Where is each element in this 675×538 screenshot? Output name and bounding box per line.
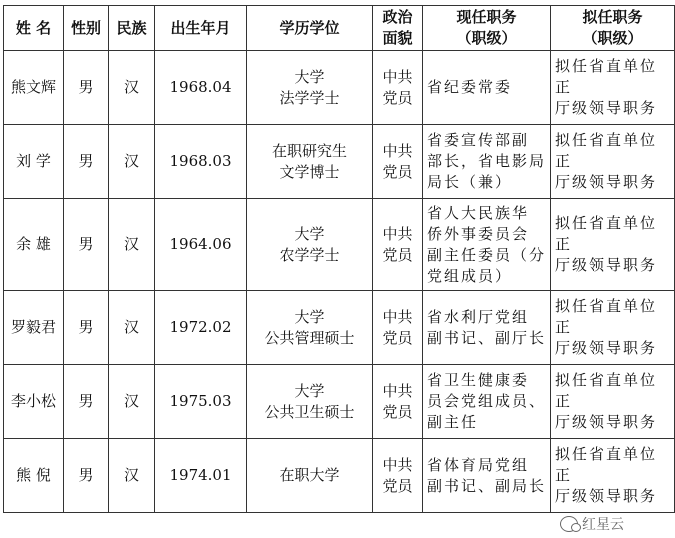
cell-gender: 男 <box>64 291 109 365</box>
cell-political-line: 党员 <box>382 328 413 347</box>
cell-gender: 男 <box>64 199 109 291</box>
cell-ethnicity: 汉 <box>109 125 155 199</box>
cell-edu-line: 农学学士 <box>279 245 340 264</box>
cell-current <box>423 51 551 125</box>
cell-edu-line: 大学 <box>294 381 325 400</box>
header-name: 姓 名 <box>4 6 64 51</box>
watermark-text: 红星云 <box>582 517 624 533</box>
cell-political-line: 中共 <box>382 141 413 160</box>
cell-current-line: 省水利厅党组 <box>427 307 530 326</box>
header-ethnicity: 民族 <box>109 6 155 51</box>
header-row <box>4 6 675 51</box>
cell-name: 刘 学 <box>4 125 64 199</box>
table-row <box>4 51 675 125</box>
header-proposed-post <box>551 6 675 51</box>
header-political-line2: 面貌 <box>382 29 413 47</box>
cell-name: 熊 倪 <box>4 439 64 513</box>
cell-political-line: 党员 <box>382 476 413 495</box>
cell-edu <box>247 439 373 513</box>
cell-political-line: 党员 <box>382 88 413 107</box>
cell-current-line: 副主任 <box>427 413 479 431</box>
header-current-line2: （职级） <box>456 29 517 47</box>
watermark <box>560 514 624 534</box>
cell-current <box>423 439 551 513</box>
cell-current-line: 省纪委常委 <box>427 78 513 96</box>
cell-edu-line: 大学 <box>294 224 325 243</box>
cell-political <box>373 439 423 513</box>
table-row <box>4 439 675 513</box>
cell-political-line: 中共 <box>382 224 413 243</box>
cell-birth: 1964.06 <box>155 199 247 291</box>
cell-proposed-line: 拟任省直单位正 <box>555 57 658 96</box>
cell-ethnicity: 汉 <box>109 51 155 125</box>
cell-current-line: 副书记、副厅长 <box>427 328 547 347</box>
header-birth: 出生年月 <box>155 6 247 51</box>
cell-birth: 1975.03 <box>155 365 247 439</box>
cell-political-line: 中共 <box>382 307 413 326</box>
cell-birth: 1972.02 <box>155 291 247 365</box>
cell-name: 李小松 <box>4 365 64 439</box>
cell-current <box>423 365 551 439</box>
cell-edu <box>247 291 373 365</box>
header-current-post <box>423 6 551 51</box>
cell-edu-line: 文学博士 <box>279 162 340 181</box>
cell-political-line: 党员 <box>382 162 413 181</box>
cell-current <box>423 291 551 365</box>
cell-edu-line: 在职大学 <box>279 466 340 484</box>
cell-current-line: 部长，省电影局 <box>427 152 547 170</box>
cell-proposed-line: 拟任省直单位正 <box>555 214 658 253</box>
cell-current <box>423 125 551 199</box>
table-row <box>4 199 675 291</box>
cell-proposed-line: 拟任省直单位正 <box>555 445 658 484</box>
cell-ethnicity: 汉 <box>109 291 155 365</box>
cell-current-line: 党组成员） <box>427 266 513 285</box>
cell-political <box>373 125 423 199</box>
cell-proposed <box>551 199 675 291</box>
cell-gender: 男 <box>64 51 109 125</box>
table-row <box>4 291 675 365</box>
cell-current <box>423 199 551 291</box>
cell-proposed <box>551 125 675 199</box>
cell-gender: 男 <box>64 365 109 439</box>
cell-birth: 1968.04 <box>155 51 247 125</box>
wechat-icon <box>560 516 578 532</box>
cell-current-line: 省体育局党组 <box>427 455 530 474</box>
cell-proposed-line: 厅级领导职务 <box>555 173 658 191</box>
cell-gender: 男 <box>64 439 109 513</box>
cell-edu <box>247 365 373 439</box>
cell-name: 熊文辉 <box>4 51 64 125</box>
cell-current-line: 省卫生健康委 <box>427 371 530 389</box>
cell-edu-line: 公共管理硕士 <box>264 328 355 347</box>
header-political <box>373 6 423 51</box>
table-row <box>4 365 675 439</box>
cell-edu-line: 大学 <box>294 307 325 326</box>
cell-political <box>373 51 423 125</box>
cell-name: 余 雄 <box>4 199 64 291</box>
cell-ethnicity: 汉 <box>109 439 155 513</box>
cell-ethnicity: 汉 <box>109 199 155 291</box>
header-proposed-line2: （职级） <box>582 29 643 47</box>
cell-birth: 1974.01 <box>155 439 247 513</box>
cell-proposed <box>551 51 675 125</box>
header-proposed-line1: 拟任职务 <box>582 8 643 26</box>
cell-proposed-line: 拟任省直单位正 <box>555 371 658 410</box>
cell-edu-line: 在职研究生 <box>271 141 347 160</box>
cell-proposed-line: 厅级领导职务 <box>555 256 658 274</box>
cell-current-line: 副主任委员（分 <box>427 245 547 264</box>
cell-political <box>373 365 423 439</box>
cell-edu-line: 大学 <box>294 67 325 86</box>
header-education: 学历学位 <box>247 6 373 51</box>
cell-name: 罗毅君 <box>4 291 64 365</box>
cell-birth: 1968.03 <box>155 125 247 199</box>
cell-proposed-line: 厅级领导职务 <box>555 339 658 357</box>
cell-political-line: 中共 <box>382 455 413 474</box>
cell-political-line: 党员 <box>382 245 413 264</box>
cell-political-line: 党员 <box>382 402 413 421</box>
cell-edu <box>247 125 373 199</box>
cell-proposed <box>551 439 675 513</box>
cell-current-line: 副书记、副局长 <box>427 476 547 495</box>
cell-proposed-line: 厅级领导职务 <box>555 487 658 505</box>
cell-proposed <box>551 291 675 365</box>
cell-proposed-line: 厅级领导职务 <box>555 413 658 431</box>
cell-gender: 男 <box>64 125 109 199</box>
cell-current-line: 侨外事委员会 <box>427 224 530 243</box>
cell-current-line: 员会党组成员、 <box>427 392 547 410</box>
header-current-line1: 现任职务 <box>456 8 517 26</box>
cell-political-line: 中共 <box>382 381 413 400</box>
cell-edu <box>247 199 373 291</box>
header-gender: 性别 <box>64 6 109 51</box>
cell-current-line: 局长（兼） <box>427 173 513 191</box>
cell-political-line: 中共 <box>382 67 413 86</box>
cell-political <box>373 291 423 365</box>
cell-proposed <box>551 365 675 439</box>
cell-current-line: 省委宣传部副 <box>427 131 530 149</box>
cell-edu-line: 公共卫生硕士 <box>264 402 355 421</box>
cell-ethnicity: 汉 <box>109 365 155 439</box>
cell-political <box>373 199 423 291</box>
cell-proposed-line: 拟任省直单位正 <box>555 131 658 170</box>
header-political-line1: 政治 <box>382 8 413 26</box>
cell-proposed-line: 拟任省直单位正 <box>555 297 658 336</box>
cell-edu-line: 法学学士 <box>279 88 340 107</box>
cell-proposed-line: 厅级领导职务 <box>555 99 658 117</box>
cell-current-line: 省人大民族华 <box>427 203 530 222</box>
table-row <box>4 125 675 199</box>
cell-edu <box>247 51 373 125</box>
appointment-table <box>3 5 675 513</box>
